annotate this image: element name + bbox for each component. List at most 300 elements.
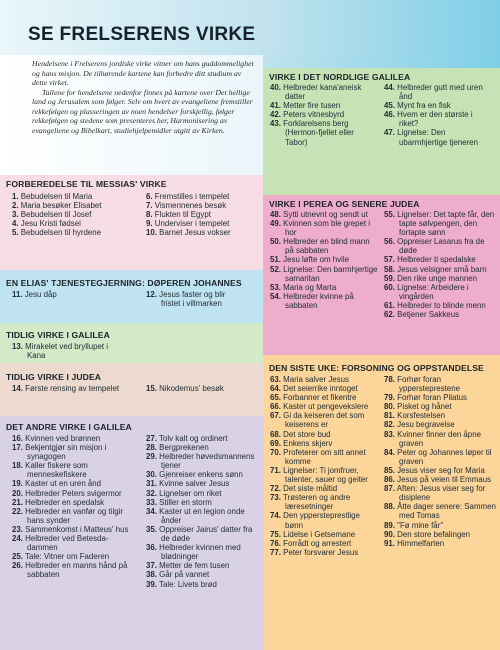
section-nord-galilea — [263, 68, 500, 195]
item-number: 24. — [12, 534, 23, 544]
item-text: Helbreder gutt med uren ånd — [394, 83, 483, 102]
list-item — [384, 402, 498, 411]
list-col-1 — [12, 342, 112, 360]
item-number: 82. — [384, 420, 395, 430]
item-number: 36. — [146, 543, 157, 553]
list-item — [146, 210, 258, 219]
item-number: 72. — [270, 484, 281, 494]
section-heading: EN ELIAS' TJENESTEGJERNING: DØPEREN JOHANNES — [6, 278, 242, 288]
list-item — [384, 283, 496, 301]
item-number: 75. — [270, 529, 281, 539]
list-col-2 — [146, 192, 258, 237]
item-number: 5. — [12, 228, 19, 238]
section-heading: FORBEREDELSE TIL MESSIAS' VIRKE — [6, 179, 167, 189]
list-item — [146, 219, 258, 228]
item-text: Pisket og hånet — [394, 402, 452, 412]
list-item — [12, 525, 137, 534]
item-text: Forrådt og arrestert — [280, 538, 352, 548]
item-number: 23. — [12, 524, 23, 534]
item-text: Bebudelsen til Maria — [18, 192, 93, 201]
section-heading: TIDLIG VIRKE I JUDEA — [6, 372, 102, 382]
item-text: Trøsteren og andre læresetninger — [280, 493, 351, 512]
item-text: Nikodemus' besøk — [156, 384, 224, 393]
list-item — [270, 430, 378, 439]
list-item — [12, 498, 137, 507]
list-col-2 — [146, 434, 258, 589]
list-item — [270, 119, 378, 146]
item-number: 41. — [270, 101, 281, 111]
item-number: 62. — [384, 310, 395, 320]
list-item — [270, 466, 378, 484]
list-item — [384, 83, 494, 101]
item-text: Det seierrike inntoget — [280, 384, 358, 394]
item-text: Første rensing av tempelet — [22, 384, 120, 393]
item-text: Det siste måltid — [280, 484, 338, 494]
list-item — [270, 393, 378, 402]
section-andre-galilea — [0, 416, 263, 650]
item-number: 65. — [270, 393, 281, 403]
title-banner — [0, 0, 500, 55]
item-number: 2. — [12, 201, 19, 211]
section-elias — [0, 270, 263, 323]
list-col-1 — [270, 375, 378, 557]
list-item — [12, 290, 132, 299]
item-number: 83. — [384, 429, 395, 439]
section-prep — [0, 175, 263, 270]
list-item — [384, 210, 496, 237]
list-item — [146, 290, 242, 308]
list-col-2 — [146, 290, 242, 308]
section-heading: DET ANDRE VIRKE I GALILEA — [6, 422, 132, 432]
item-number: 80. — [384, 402, 395, 412]
section-heading: TIDLIG VIRKE I GALILEA — [6, 330, 110, 340]
list-item — [12, 210, 132, 219]
item-text: Maria besøker Elisabet — [18, 201, 102, 211]
banner-extension — [263, 55, 500, 68]
item-number: 60. — [384, 282, 395, 292]
list-item — [270, 384, 378, 393]
item-text: Helbreder en vanfør og tilgir hans synder — [22, 506, 123, 525]
list-item — [146, 543, 258, 561]
item-number: 10. — [146, 228, 157, 238]
item-text: Jesu begravelse — [394, 420, 455, 430]
list-item — [146, 228, 258, 237]
item-number: 88. — [384, 502, 395, 512]
list-item — [384, 521, 498, 530]
list-item — [270, 548, 378, 557]
item-number: 57. — [384, 255, 395, 265]
list-item — [12, 552, 137, 561]
item-number: 74. — [270, 511, 281, 521]
item-number: 55. — [384, 210, 395, 219]
item-text: Forbanner et fikentre — [280, 393, 357, 403]
list-item — [384, 128, 494, 146]
list-item — [270, 484, 378, 493]
list-item — [384, 420, 498, 429]
item-text: Jesus på veien til Emmaus — [394, 475, 492, 485]
item-number: 21. — [12, 497, 23, 507]
list-item — [270, 110, 378, 119]
item-text: Lignelser: Det tapte får, den tapte sølvpengen, den fortapte sønn — [394, 210, 495, 238]
list-item — [270, 411, 378, 429]
item-text: Kvinnen som ble grepet i hor — [280, 219, 371, 238]
item-number: 11. — [12, 290, 23, 299]
item-text: Maria salver Jesus — [280, 375, 349, 384]
list-item — [270, 493, 378, 511]
item-number: 32. — [146, 488, 157, 498]
list-item — [146, 507, 258, 525]
section-heading: VIRKE I PEREA OG SENERE JUDEA — [269, 199, 420, 209]
list-col-1 — [12, 434, 137, 580]
item-number: 12. — [146, 290, 157, 299]
list-item — [384, 301, 496, 310]
list-item — [270, 530, 378, 539]
item-number: 37. — [146, 561, 157, 571]
item-number: 87. — [384, 484, 395, 494]
item-text: Jesu løfte om hvile — [280, 255, 349, 265]
item-number: 8. — [146, 210, 153, 220]
list-item — [270, 237, 378, 255]
intro-paragraph-1: Hendelsene i Frelserens jordiske virke vitner om hans guddommelighet og hans misjon. De tilhørende kartene kan forbedre ditt studium av dette virket. — [32, 59, 254, 87]
list-item — [12, 507, 137, 525]
list-item — [384, 393, 498, 402]
list-item — [12, 384, 142, 393]
item-text: Forhør foran yppersteprestene — [394, 375, 460, 394]
item-text: Bebudelsen til hyrdene — [18, 228, 102, 238]
list-item — [384, 101, 494, 110]
list-item — [270, 448, 378, 466]
list-item — [384, 430, 498, 448]
item-text: Hvem er den største i riket? — [394, 110, 473, 129]
list-item — [270, 283, 378, 292]
item-text: Peter forsvarer Jesus — [280, 547, 359, 557]
item-text: Kaster ut en legion onde ånder — [156, 506, 245, 525]
item-number: 66. — [270, 402, 281, 412]
list-item — [12, 219, 132, 228]
item-number: 17. — [12, 443, 23, 453]
item-text: Den rike unge mannen — [394, 273, 478, 283]
item-number: 22. — [12, 506, 23, 516]
list-item — [384, 265, 496, 274]
page-title: SE FRELSERENS VIRKE — [28, 24, 256, 45]
item-text: Helbreder en blind mann på sabbaten — [280, 237, 370, 256]
item-text: Mynt fra en fisk — [394, 101, 451, 111]
item-number: 89. — [384, 520, 395, 530]
item-number: 33. — [146, 497, 157, 507]
item-number: 29. — [146, 452, 157, 462]
item-number: 68. — [270, 429, 281, 439]
item-number: 40. — [270, 83, 281, 92]
list-item — [270, 439, 378, 448]
item-text: Helbreder kvinne på sabbaten — [280, 291, 354, 310]
item-text: Tolv kalt og ordinert — [156, 434, 228, 443]
item-text: Sytti utnevnt og sendt ut — [280, 210, 368, 219]
item-text: Stiller en storm — [156, 497, 212, 507]
item-text: Gjenreiser enkens sønn — [156, 470, 243, 480]
list-item — [146, 470, 258, 479]
list-item — [384, 484, 498, 502]
item-number: 26. — [12, 561, 23, 571]
list-item — [384, 310, 496, 319]
item-text: Metter de fem tusen — [156, 561, 230, 571]
item-number: 64. — [270, 384, 281, 394]
item-number: 14. — [12, 384, 23, 393]
list-item — [146, 201, 258, 210]
item-text: Jesus velsigner små barn — [394, 264, 487, 274]
list-item — [384, 466, 498, 475]
section-perea — [263, 195, 500, 355]
item-text: Lignelser om riket — [156, 488, 222, 498]
list-col-2 — [384, 210, 496, 319]
item-text: Barnet Jesus vokser — [156, 228, 231, 238]
item-number: 54. — [270, 291, 281, 301]
item-number: 9. — [146, 219, 153, 229]
list-item — [270, 255, 378, 264]
item-text: Helbreder Peters svigermor — [22, 488, 122, 498]
list-item — [146, 443, 258, 452]
item-number: 3. — [12, 210, 19, 220]
list-item — [270, 265, 378, 283]
list-item — [12, 201, 132, 210]
item-number: 85. — [384, 465, 395, 475]
item-text: Fremstilles i tempelet — [152, 192, 230, 201]
list-item — [12, 228, 132, 237]
item-text: Jesu Kristi fødsel — [18, 219, 81, 229]
list-item — [146, 570, 258, 579]
list-item — [12, 342, 112, 360]
list-item — [146, 384, 258, 393]
list-item — [12, 461, 137, 479]
item-number: 38. — [146, 570, 157, 580]
item-text: Helbreder en spedalsk — [22, 497, 105, 507]
item-text: Underviser i tempelet — [152, 219, 230, 229]
item-number: 79. — [384, 393, 395, 403]
list-item — [384, 539, 498, 548]
item-text: Åtte dager senere: Sammen med Tomas — [394, 502, 496, 521]
item-text: Enkens skjerv — [280, 438, 333, 448]
item-number: 45. — [384, 101, 395, 111]
item-text: Jesu dåp — [22, 290, 57, 299]
item-text: Betjener Sakkeus — [394, 310, 460, 320]
item-text: "Fø mine får" — [394, 520, 444, 530]
item-number: 77. — [270, 547, 281, 557]
list-item — [270, 101, 378, 110]
list-col-1 — [270, 83, 378, 147]
item-text: Går på vannet — [156, 570, 210, 580]
item-number: 61. — [384, 300, 395, 310]
item-text: Korsfestelsen — [394, 411, 445, 421]
list-item — [270, 210, 378, 219]
section-heading: DEN SISTE UKE: FORSONING OG OPPSTANDELSE — [269, 363, 484, 373]
item-number: 19. — [12, 479, 23, 489]
item-text: Lignelse: Arbeidere i vingården — [394, 282, 469, 301]
list-item — [384, 502, 498, 520]
list-item — [12, 434, 137, 443]
item-number: 25. — [12, 552, 23, 562]
item-text: Jesus faster og blir fristet i villmarken — [156, 290, 226, 309]
list-item — [146, 489, 258, 498]
list-item — [12, 561, 137, 579]
list-col-1 — [12, 384, 142, 393]
item-number: 91. — [384, 538, 395, 548]
item-number: 1. — [12, 192, 19, 201]
list-item — [270, 219, 378, 237]
list-item — [146, 561, 258, 570]
item-number: 20. — [12, 488, 23, 498]
item-text: Den yppersteprestlige bønn — [280, 511, 360, 530]
item-text: Maria og Marta — [280, 282, 337, 292]
item-number: 58. — [384, 264, 395, 274]
list-item — [12, 443, 137, 461]
item-text: Den store befalingen — [394, 529, 470, 539]
item-number: 44. — [384, 83, 395, 92]
item-number: 50. — [270, 237, 281, 247]
item-text: Bergprekenen — [156, 443, 209, 453]
item-text: Bekjentgjør sin misjon i synagogen — [22, 443, 107, 462]
item-text: Gi da keiseren det som keiserens er — [280, 411, 365, 430]
item-number: 34. — [146, 506, 157, 516]
item-number: 69. — [270, 438, 281, 448]
item-number: 90. — [384, 529, 395, 539]
item-text: Oppreiser Lasarus fra de døde — [394, 237, 485, 256]
item-text: Lidelse i Getsemane — [280, 529, 356, 539]
list-col-2 — [384, 375, 498, 548]
item-text: Kvinnen ved brønnen — [22, 434, 101, 443]
list-col-1 — [12, 192, 132, 237]
item-text: Helbreder kana'aneisk datter — [280, 83, 362, 102]
item-number: 84. — [384, 447, 395, 457]
list-col-2 — [146, 384, 258, 393]
list-item — [384, 411, 498, 420]
list-col-1 — [270, 210, 378, 310]
list-item — [146, 580, 258, 589]
item-text: Helbreder ved Betesda-dammen — [22, 534, 109, 553]
item-text: Kaster ut en uren ånd — [22, 479, 102, 489]
list-item — [384, 255, 496, 264]
item-number: 46. — [384, 110, 395, 120]
item-text: Helbreder to blinde menn — [394, 300, 486, 310]
item-text: Helbreder ti spedalske — [394, 255, 476, 265]
item-number: 31. — [146, 479, 157, 489]
list-item — [384, 237, 496, 255]
list-item — [270, 511, 378, 529]
list-item — [12, 192, 132, 201]
list-item — [270, 83, 378, 101]
list-item — [146, 452, 258, 470]
list-item — [146, 479, 258, 488]
item-number: 49. — [270, 219, 281, 229]
item-number: 7. — [146, 201, 153, 211]
item-number: 42. — [270, 110, 281, 120]
item-text: Tale: Vitner om Faderen — [22, 552, 110, 562]
item-text: Bebudelsen til Josef — [18, 210, 92, 220]
item-number: 18. — [12, 461, 23, 471]
list-col-2 — [384, 83, 494, 147]
item-number: 16. — [12, 434, 23, 443]
list-item — [146, 192, 258, 201]
list-item — [384, 448, 498, 466]
item-text: Mirakelet ved bryllupet i Kana — [22, 342, 109, 361]
item-number: 73. — [270, 493, 281, 503]
list-item — [146, 434, 258, 443]
item-text: Flukten til Egypt — [152, 210, 211, 220]
item-number: 48. — [270, 210, 281, 219]
item-number: 47. — [384, 128, 395, 138]
intro-text — [32, 59, 254, 135]
section-tidlig-galilea — [0, 323, 263, 363]
section-heading: VIRKE I DET NORDLIGE GALILEA — [269, 72, 411, 82]
list-item — [384, 375, 498, 393]
item-text: Oppreiser Jairus' datter fra de døde — [156, 524, 253, 544]
item-text: Profeterer om sitt annet komme — [280, 447, 366, 466]
item-text: Lignelser: Ti jomfruer, talenter, sauer og geiter — [280, 465, 368, 485]
item-text: Forhør foran Pilatus — [394, 393, 467, 403]
section-siste-uke — [263, 355, 500, 650]
item-number: 51. — [270, 255, 281, 265]
item-number: 28. — [146, 443, 157, 453]
list-item — [270, 292, 378, 310]
list-item — [12, 534, 137, 552]
item-text: Jesus viser seg for Maria — [394, 465, 485, 475]
item-number: 53. — [270, 282, 281, 292]
item-text: Helbreder en manns hånd på sabbaten — [22, 561, 128, 580]
item-number: 39. — [146, 579, 157, 589]
item-number: 56. — [384, 237, 395, 247]
item-number: 30. — [146, 470, 157, 480]
item-number: 43. — [270, 119, 281, 129]
list-item — [270, 375, 378, 384]
list-item — [384, 110, 494, 128]
item-text: Vismennenes besøk — [152, 201, 227, 211]
item-number: 4. — [12, 219, 19, 229]
item-text: Kaller fiskere som menneskefiskere — [22, 461, 88, 480]
list-item — [12, 479, 137, 488]
list-item — [384, 274, 496, 283]
item-number: 27. — [146, 434, 157, 443]
item-text: Kaster ut pengevekslere — [280, 402, 369, 412]
item-number: 13. — [12, 342, 23, 351]
item-number: 15. — [146, 384, 157, 393]
item-text: Lignelse: Den ubarmhjertige tjeneren — [394, 128, 478, 147]
item-number: 6. — [146, 192, 153, 201]
list-item — [270, 539, 378, 548]
item-number: 35. — [146, 524, 157, 534]
item-text: Helbreder høvedsmannens tjener — [156, 452, 255, 471]
item-number: 81. — [384, 411, 395, 421]
list-item — [384, 475, 498, 484]
section-tidlig-judea — [0, 363, 263, 416]
item-number: 59. — [384, 273, 395, 283]
item-text: Tale: Livets brød — [156, 579, 217, 589]
item-number: 70. — [270, 447, 281, 457]
item-number: 71. — [270, 465, 281, 475]
item-number: 67. — [270, 411, 281, 421]
item-text: Peters vitnesbyrd — [280, 110, 345, 120]
list-item — [146, 525, 258, 543]
item-text: Metter fire tusen — [280, 101, 341, 111]
list-item — [384, 530, 498, 539]
item-text: Kvinne salver Jesus — [156, 479, 230, 489]
item-number: 52. — [270, 264, 281, 274]
list-item — [12, 489, 137, 498]
item-number: 63. — [270, 375, 281, 384]
list-col-1 — [12, 290, 132, 299]
item-text: Helbreder kvinnen med blødninger — [156, 543, 241, 562]
item-text: Peter og Johannes løper til graven — [394, 447, 492, 466]
item-text: Sammenkomst i Matteus' hus — [22, 524, 129, 534]
list-item — [270, 402, 378, 411]
item-text: Forklarelsens berg (Hermon-fjellet eller Tabor) — [280, 119, 354, 147]
